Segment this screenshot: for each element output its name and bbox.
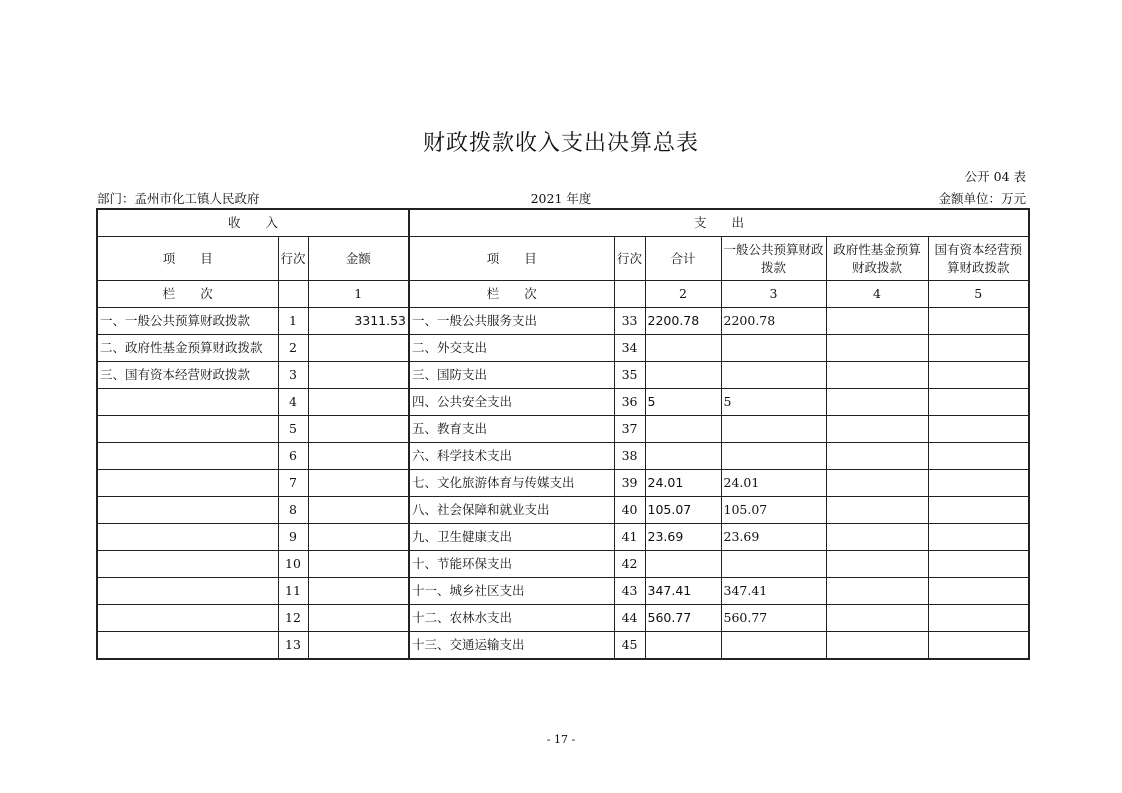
gov-fund-cell <box>826 470 928 497</box>
income-item-cell <box>97 551 278 578</box>
expense-item-cell: 六、科学技术支出 <box>409 443 614 470</box>
income-amount-header: 金额 <box>308 237 409 281</box>
expense-line-no-cell: 45 <box>614 632 645 660</box>
state-capital-cell <box>928 497 1029 524</box>
amount-unit: 金额单位：万元 <box>938 191 1026 206</box>
income-line-no-cell: 6 <box>278 443 308 470</box>
income-line-no-cell: 2 <box>278 335 308 362</box>
column-header-row <box>97 237 1029 281</box>
expense-item-cell: 一、一般公共服务支出 <box>409 308 614 335</box>
income-amount-cell <box>308 497 409 524</box>
data-rows <box>97 308 1029 660</box>
income-line-no-cell: 13 <box>278 632 308 660</box>
general-budget-cell <box>721 443 826 470</box>
state-capital-cell <box>928 362 1029 389</box>
table-row <box>97 632 1029 660</box>
income-line-no-blank <box>278 281 308 308</box>
income-section-header: 收 入 <box>97 209 409 237</box>
expense-item-cell: 十一、城乡社区支出 <box>409 578 614 605</box>
general-budget-cell <box>721 335 826 362</box>
expense-line-no-cell: 36 <box>614 389 645 416</box>
income-line-no-cell: 3 <box>278 362 308 389</box>
income-item-cell <box>97 632 278 660</box>
expense-column-label: 栏 次 <box>409 281 614 308</box>
expense-line-no-cell: 44 <box>614 605 645 632</box>
expense-line-no-cell: 43 <box>614 578 645 605</box>
expense-item-cell: 五、教育支出 <box>409 416 614 443</box>
expense-item-cell: 三、国防支出 <box>409 362 614 389</box>
expense-line-no-cell: 34 <box>614 335 645 362</box>
table-row <box>97 524 1029 551</box>
column-number-2: 2 <box>645 281 721 308</box>
income-line-no-cell: 1 <box>278 308 308 335</box>
total-cell: 347.41 <box>645 578 721 605</box>
total-cell: 105.07 <box>645 497 721 524</box>
general-budget-cell <box>721 416 826 443</box>
income-line-no-cell: 5 <box>278 416 308 443</box>
income-item-cell <box>97 389 278 416</box>
page-title: 财政拨款收入支出决算总表 <box>422 131 699 156</box>
income-line-no-header: 行次 <box>278 237 308 281</box>
general-budget-cell: 5 <box>721 389 826 416</box>
income-amount-cell <box>308 335 409 362</box>
income-item-cell <box>97 443 278 470</box>
income-item-cell: 一、一般公共预算财政拨款 <box>97 308 278 335</box>
expense-line-no-cell: 42 <box>614 551 645 578</box>
expense-line-no-header: 行次 <box>614 237 645 281</box>
total-cell <box>645 335 721 362</box>
income-item-cell <box>97 605 278 632</box>
expense-line-no-cell: 40 <box>614 497 645 524</box>
expense-line-no-cell: 41 <box>614 524 645 551</box>
budget-table <box>96 208 1030 660</box>
general-budget-cell: 24.01 <box>721 470 826 497</box>
expense-section-header: 支 出 <box>409 209 1029 237</box>
gov-fund-cell <box>826 524 928 551</box>
expense-line-no-cell: 35 <box>614 362 645 389</box>
gov-fund-cell <box>826 308 928 335</box>
table-row <box>97 551 1029 578</box>
gov-fund-cell <box>826 578 928 605</box>
income-amount-cell <box>308 578 409 605</box>
income-line-no-cell: 9 <box>278 524 308 551</box>
expense-line-no-blank <box>614 281 645 308</box>
general-budget-cell: 560.77 <box>721 605 826 632</box>
state-capital-cell <box>928 335 1029 362</box>
income-line-no-cell: 12 <box>278 605 308 632</box>
table-row <box>97 443 1029 470</box>
income-item-cell: 二、政府性基金预算财政拨款 <box>97 335 278 362</box>
column-number-3: 3 <box>721 281 826 308</box>
expense-item-cell: 八、社会保障和就业支出 <box>409 497 614 524</box>
gov-fund-cell <box>826 389 928 416</box>
section-header-row <box>97 209 1029 237</box>
income-amount-cell <box>308 389 409 416</box>
general-budget-header: 一般公共预算财政拨款 <box>721 237 826 281</box>
table-row <box>97 308 1029 335</box>
income-amount-cell <box>308 362 409 389</box>
gov-fund-cell <box>826 551 928 578</box>
general-budget-cell <box>721 632 826 660</box>
table-row <box>97 416 1029 443</box>
general-budget-cell: 2200.78 <box>721 308 826 335</box>
income-amount-cell <box>308 605 409 632</box>
state-capital-cell <box>928 524 1029 551</box>
total-cell <box>645 551 721 578</box>
gov-fund-cell <box>826 443 928 470</box>
expense-item-header: 项 目 <box>409 237 614 281</box>
general-budget-cell: 105.07 <box>721 497 826 524</box>
gov-fund-header: 政府性基金预算财政拨款 <box>826 237 928 281</box>
expense-item-cell: 二、外交支出 <box>409 335 614 362</box>
total-cell: 23.69 <box>645 524 721 551</box>
income-amount-cell <box>308 524 409 551</box>
table-row <box>97 578 1029 605</box>
total-cell: 24.01 <box>645 470 721 497</box>
gov-fund-cell <box>826 632 928 660</box>
total-cell <box>645 443 721 470</box>
expense-line-no-cell: 33 <box>614 308 645 335</box>
expense-line-no-cell: 37 <box>614 416 645 443</box>
column-number-row <box>97 281 1029 308</box>
department: 部门：孟州市化工镇人民政府 <box>97 191 260 206</box>
expense-line-no-cell: 39 <box>614 470 645 497</box>
income-line-no-cell: 11 <box>278 578 308 605</box>
total-cell: 5 <box>645 389 721 416</box>
state-capital-cell <box>928 389 1029 416</box>
expense-item-cell: 七、文化旅游体育与传媒支出 <box>409 470 614 497</box>
page-number: - 17 - <box>546 733 576 746</box>
column-number-5: 5 <box>928 281 1029 308</box>
gov-fund-cell <box>826 335 928 362</box>
income-line-no-cell: 7 <box>278 470 308 497</box>
expense-item-cell: 四、公共安全支出 <box>409 389 614 416</box>
income-amount-cell <box>308 443 409 470</box>
total-cell <box>645 416 721 443</box>
state-capital-cell <box>928 443 1029 470</box>
expense-item-cell: 九、卫生健康支出 <box>409 524 614 551</box>
income-line-no-cell: 8 <box>278 497 308 524</box>
state-capital-cell <box>928 632 1029 660</box>
general-budget-cell: 347.41 <box>721 578 826 605</box>
table-row <box>97 605 1029 632</box>
table-row <box>97 497 1029 524</box>
income-line-no-cell: 4 <box>278 389 308 416</box>
expense-line-no-cell: 38 <box>614 443 645 470</box>
income-amount-cell <box>308 632 409 660</box>
state-capital-cell <box>928 416 1029 443</box>
gov-fund-cell <box>826 416 928 443</box>
income-amount-cell <box>308 551 409 578</box>
income-item-cell <box>97 470 278 497</box>
column-number-4: 4 <box>826 281 928 308</box>
state-capital-cell <box>928 578 1029 605</box>
table-row <box>97 335 1029 362</box>
income-item-cell <box>97 497 278 524</box>
general-budget-cell: 23.69 <box>721 524 826 551</box>
table-row <box>97 362 1029 389</box>
income-amount-cell <box>308 416 409 443</box>
income-item-header: 项 目 <box>97 237 278 281</box>
column-number-1: 1 <box>308 281 409 308</box>
total-cell <box>645 362 721 389</box>
gov-fund-cell <box>826 362 928 389</box>
total-header: 合计 <box>645 237 721 281</box>
income-item-cell <box>97 578 278 605</box>
total-cell <box>645 632 721 660</box>
income-amount-cell <box>308 470 409 497</box>
fiscal-year: 2021 年度 <box>530 191 592 206</box>
income-amount-cell: 3311.53 <box>308 308 409 335</box>
general-budget-cell <box>721 362 826 389</box>
income-item-cell <box>97 416 278 443</box>
expense-item-cell: 十三、交通运输支出 <box>409 632 614 660</box>
general-budget-cell <box>721 551 826 578</box>
form-number: 公开 04 表 <box>964 169 1026 184</box>
gov-fund-cell <box>826 605 928 632</box>
total-cell: 2200.78 <box>645 308 721 335</box>
income-item-cell: 三、国有资本经营财政拨款 <box>97 362 278 389</box>
expense-item-cell: 十、节能环保支出 <box>409 551 614 578</box>
table-row <box>97 389 1029 416</box>
income-column-label: 栏 次 <box>97 281 278 308</box>
state-capital-cell <box>928 470 1029 497</box>
total-cell: 560.77 <box>645 605 721 632</box>
state-capital-cell <box>928 308 1029 335</box>
expense-item-cell: 十二、农林水支出 <box>409 605 614 632</box>
gov-fund-cell <box>826 497 928 524</box>
income-line-no-cell: 10 <box>278 551 308 578</box>
table-row <box>97 470 1029 497</box>
state-capital-cell <box>928 605 1029 632</box>
income-item-cell <box>97 524 278 551</box>
state-capital-cell <box>928 551 1029 578</box>
state-capital-header: 国有资本经营预算财政拨款 <box>928 237 1029 281</box>
